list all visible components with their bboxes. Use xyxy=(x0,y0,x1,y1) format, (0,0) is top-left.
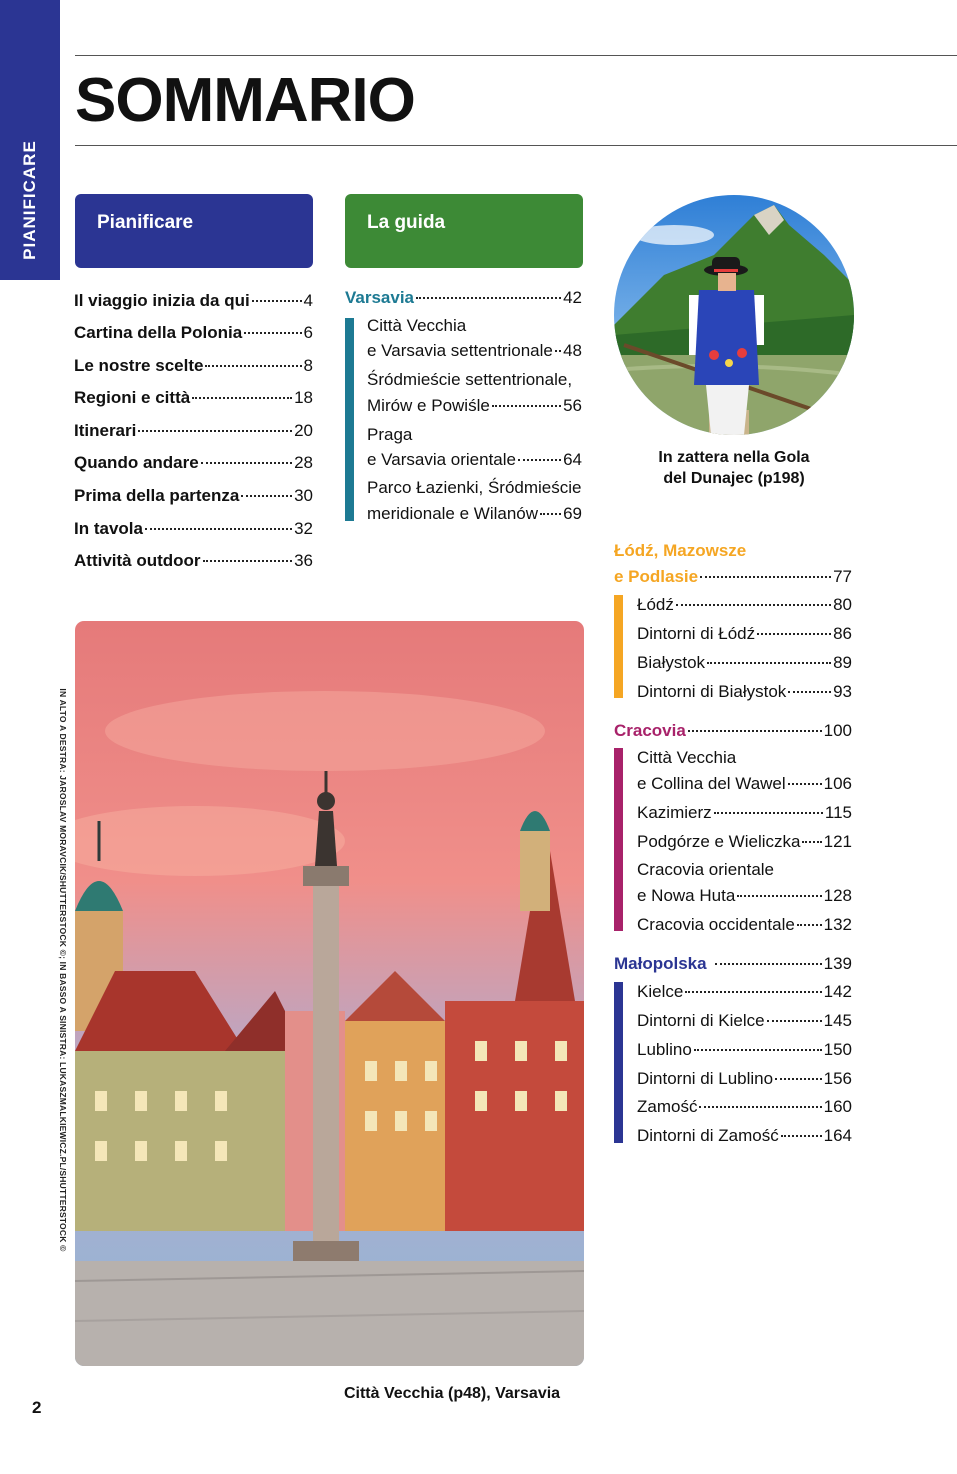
toc-entry[interactable]: Le nostre scelte 8 xyxy=(74,356,313,375)
photo-credit: IN ALTO A DESTRA: JAROSLAV MORAVCIK/SHUTTERSTOCK ©; IN BASSO A SINISTRA: LUKASZMALKIEWICZ.PL/SHUTTERSTOCK © xyxy=(58,688,68,1252)
toc-subentry-line: Praga xyxy=(367,425,413,444)
toc-subentry[interactable]: Dintorni di Kielce 145 xyxy=(637,1011,852,1030)
toc-subentry[interactable]: Lublino 150 xyxy=(637,1040,852,1059)
toc-subentry[interactable]: Zamość 160 xyxy=(637,1097,852,1116)
toc-subentry[interactable]: e Varsavia orientale 64 xyxy=(367,450,582,469)
top-rule xyxy=(75,55,957,56)
section-tab xyxy=(0,0,60,280)
toc-subentry-line: Śródmieście settentrionale, xyxy=(367,370,573,389)
toc-subentry[interactable]: Kazimierz 115 xyxy=(637,803,852,822)
toc-entry[interactable]: Il viaggio inizia da qui 4 xyxy=(74,291,313,310)
toc-subentry[interactable]: Białystok 89 xyxy=(637,653,852,672)
toc-entry[interactable]: Regioni e città 18 xyxy=(74,388,313,407)
plan-header-box xyxy=(75,194,313,268)
toc-subentry[interactable]: Dintorni di Zamość 164 xyxy=(637,1126,852,1145)
toc-entry[interactable]: Cartina della Polonia 6 xyxy=(74,323,313,342)
malopolska-bar xyxy=(614,982,623,1143)
toc-subentry[interactable]: Łódź 80 xyxy=(637,595,852,614)
toc-subentry[interactable]: Podgórze e Wieliczka 121 xyxy=(637,832,852,851)
raft-illustration xyxy=(614,195,854,435)
page-number: 2 xyxy=(32,1398,42,1417)
toc-subentry[interactable]: e Varsavia settentrionale 48 xyxy=(367,341,582,360)
oldtown-photo xyxy=(75,621,584,1366)
toc-subentry[interactable]: Cracovia occidentale 132 xyxy=(637,915,852,934)
oldtown-illustration xyxy=(75,621,584,1366)
page-title: SOMMARIO xyxy=(75,66,415,135)
toc-section-krakow[interactable]: Cracovia 100 xyxy=(614,721,852,740)
guide-header: La guida xyxy=(367,212,446,233)
toc-section-lodz-title: Łódź, Mazowsze xyxy=(614,541,747,560)
raft-caption: In zattera nella Gola del Dunajec (p198) xyxy=(658,449,810,487)
toc-subentry[interactable]: Mirów e Powiśle 56 xyxy=(367,396,582,415)
toc-subentry-line: Città Vecchia xyxy=(637,748,737,767)
toc-section-warsaw[interactable]: Varsavia 42 xyxy=(345,288,582,307)
toc-section-lodz[interactable]: e Podlasie 77 xyxy=(614,567,852,586)
toc-subentry[interactable]: Kielce 142 xyxy=(637,982,852,1001)
toc-entry[interactable]: In tavola 32 xyxy=(74,519,313,538)
warsaw-bar xyxy=(345,318,354,521)
toc-subentry-line: Città Vecchia xyxy=(367,316,467,335)
toc-entry[interactable]: Itinerari 20 xyxy=(74,421,313,440)
toc-subentry[interactable]: Dintorni di Białystok 93 xyxy=(637,682,852,701)
toc-subentry[interactable]: e Nowa Huta 128 xyxy=(637,886,852,905)
toc-entry[interactable]: Quando andare 28 xyxy=(74,453,313,472)
toc-subentry-line: Cracovia orientale xyxy=(637,860,775,879)
section-tab-label: PIANIFICARE xyxy=(20,140,39,260)
toc-subentry[interactable]: meridionale e Wilanów 69 xyxy=(367,504,582,523)
lodz-bar xyxy=(614,595,623,698)
raft-photo xyxy=(614,195,854,435)
toc-subentry[interactable]: Dintorni di Łódź 86 xyxy=(637,624,852,643)
title-rule xyxy=(75,145,957,146)
toc-subentry[interactable]: e Collina del Wawel 106 xyxy=(637,774,852,793)
toc-entry[interactable]: Attività outdoor 36 xyxy=(74,551,313,570)
guide-header-box xyxy=(345,194,583,268)
oldtown-caption: Città Vecchia (p48), Varsavia xyxy=(343,1385,561,1402)
toc-subentry-line: Parco Łazienki, Śródmieście xyxy=(367,478,582,497)
toc-subentry[interactable]: Dintorni di Lublino 156 xyxy=(637,1069,852,1088)
krakow-bar xyxy=(614,748,623,931)
toc-entry[interactable]: Prima della partenza 30 xyxy=(74,486,313,505)
plan-header: Pianificare xyxy=(97,212,194,233)
toc-section-malopolska[interactable]: Małopolska 139 xyxy=(614,954,852,973)
